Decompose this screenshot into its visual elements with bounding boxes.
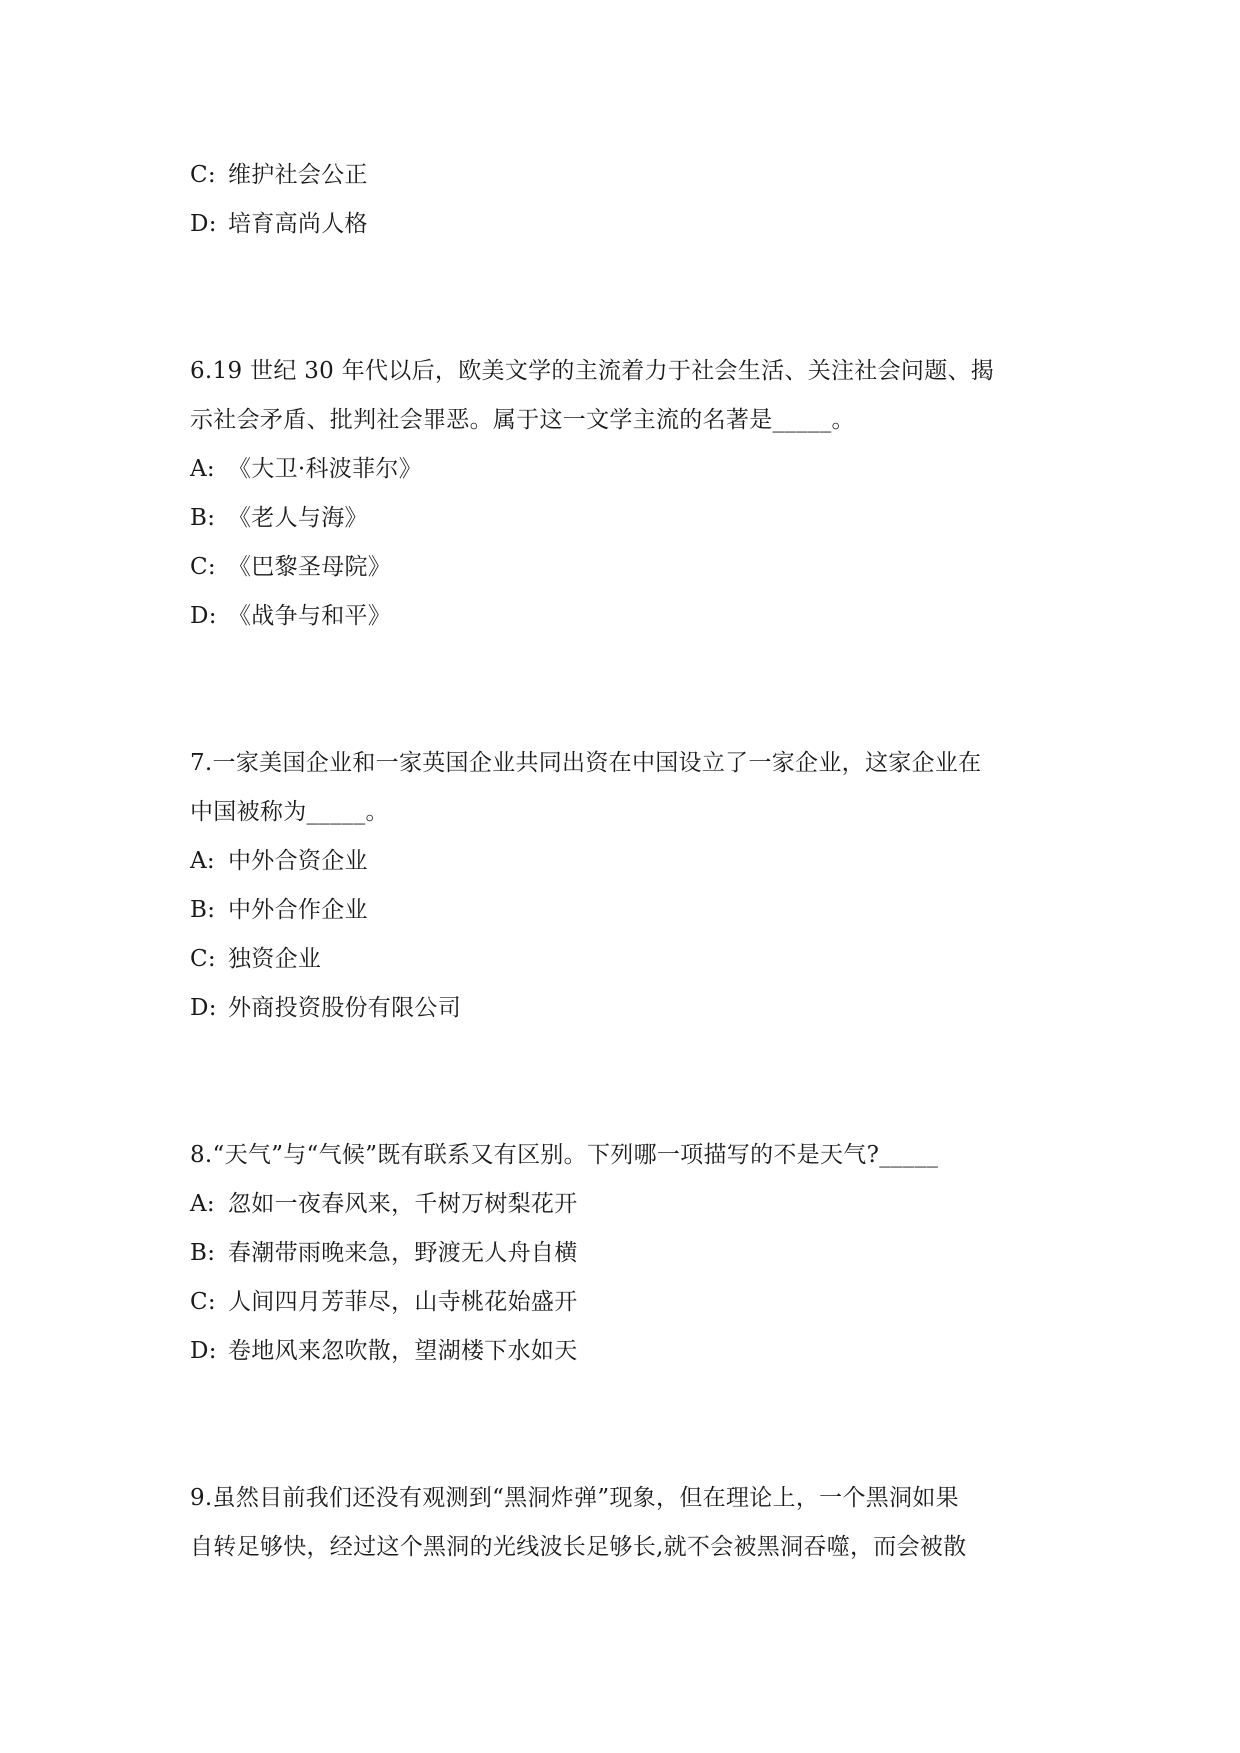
prev-option-c (190, 160, 1050, 190)
option-letter: A: (190, 848, 215, 874)
question-8-option-b (190, 1238, 1050, 1268)
option-text: 中外合资企业 (228, 848, 368, 874)
question-9-stem-line-2: 自转足够快，经过这个黑洞的光线波长足够长,就不会被黑洞吞噬，而会被散 (190, 1534, 967, 1560)
question-8-option-d (190, 1336, 1050, 1366)
question-6-option-a (190, 454, 1050, 484)
option-text: 独资企业 (228, 946, 322, 972)
option-letter: A: (190, 456, 215, 482)
option-letter: D: (190, 603, 217, 629)
prev-option-d (190, 209, 1050, 239)
question-7-option-a (190, 846, 1050, 876)
option-text: 春潮带雨晚来急，野渡无人舟自横 (228, 1240, 578, 1266)
option-text: 《巴黎圣母院》 (228, 554, 392, 580)
option-text: 中外合作企业 (228, 897, 368, 923)
question-7-option-b (190, 895, 1050, 925)
question-8-option-c (190, 1287, 1050, 1317)
option-text: 忽如一夜春风来，千树万树梨花开 (228, 1191, 578, 1217)
option-letter: C: (190, 946, 216, 972)
question-7-option-c (190, 944, 1050, 974)
option-text: 人间四月芳菲尽，山寺桃花始盛开 (228, 1289, 578, 1315)
option-text: 外商投资股份有限公司 (228, 995, 461, 1021)
option-letter: D: (190, 995, 217, 1021)
option-letter: D: (190, 1338, 217, 1364)
option-letter: C: (190, 554, 216, 580)
option-letter: B: (190, 897, 216, 923)
option-letter: D: (190, 211, 217, 237)
option-text: 维护社会公正 (228, 162, 368, 188)
option-text: 《老人与海》 (228, 505, 368, 531)
option-letter: A: (190, 1191, 215, 1217)
question-7-option-d (190, 993, 1050, 1023)
option-text: 卷地风来忽吹散，望湖楼下水如天 (228, 1338, 578, 1364)
option-text: 培育高尚人格 (228, 211, 368, 237)
question-6-stem-line-1: 6.19 世纪 30 年代以后，欧美文学的主流着力于社会生活、关注社会问题、揭 (190, 358, 995, 384)
option-letter: C: (190, 162, 216, 188)
option-letter: C: (190, 1289, 216, 1315)
question-7-stem-line-2: 中国被称为_____。 (190, 799, 389, 825)
question-8-stem-line-1: 8.“天气”与“气候”既有联系又有区别。下列哪一项描写的不是天气?_____ (190, 1142, 939, 1168)
option-letter: B: (190, 1240, 216, 1266)
question-6-option-c (190, 552, 1050, 582)
option-text: 《战争与和平》 (228, 603, 392, 629)
question-7-stem-line-1: 7.一家美国企业和一家英国企业共同出资在中国设立了一家企业，这家企业在 (190, 750, 982, 776)
question-8-option-a (190, 1189, 1050, 1219)
question-6-option-d (190, 601, 1050, 631)
option-letter: B: (190, 505, 216, 531)
question-6-stem-line-2: 示社会矛盾、批判社会罪恶。属于这一文学主流的名著是_____。 (190, 407, 855, 433)
option-text: 《大卫·科波菲尔》 (228, 456, 423, 482)
question-9-stem-line-1: 9.虽然目前我们还没有观测到“黑洞炸弹”现象，但在理论上，一个黑洞如果 (190, 1485, 959, 1511)
question-6-option-b (190, 503, 1050, 533)
